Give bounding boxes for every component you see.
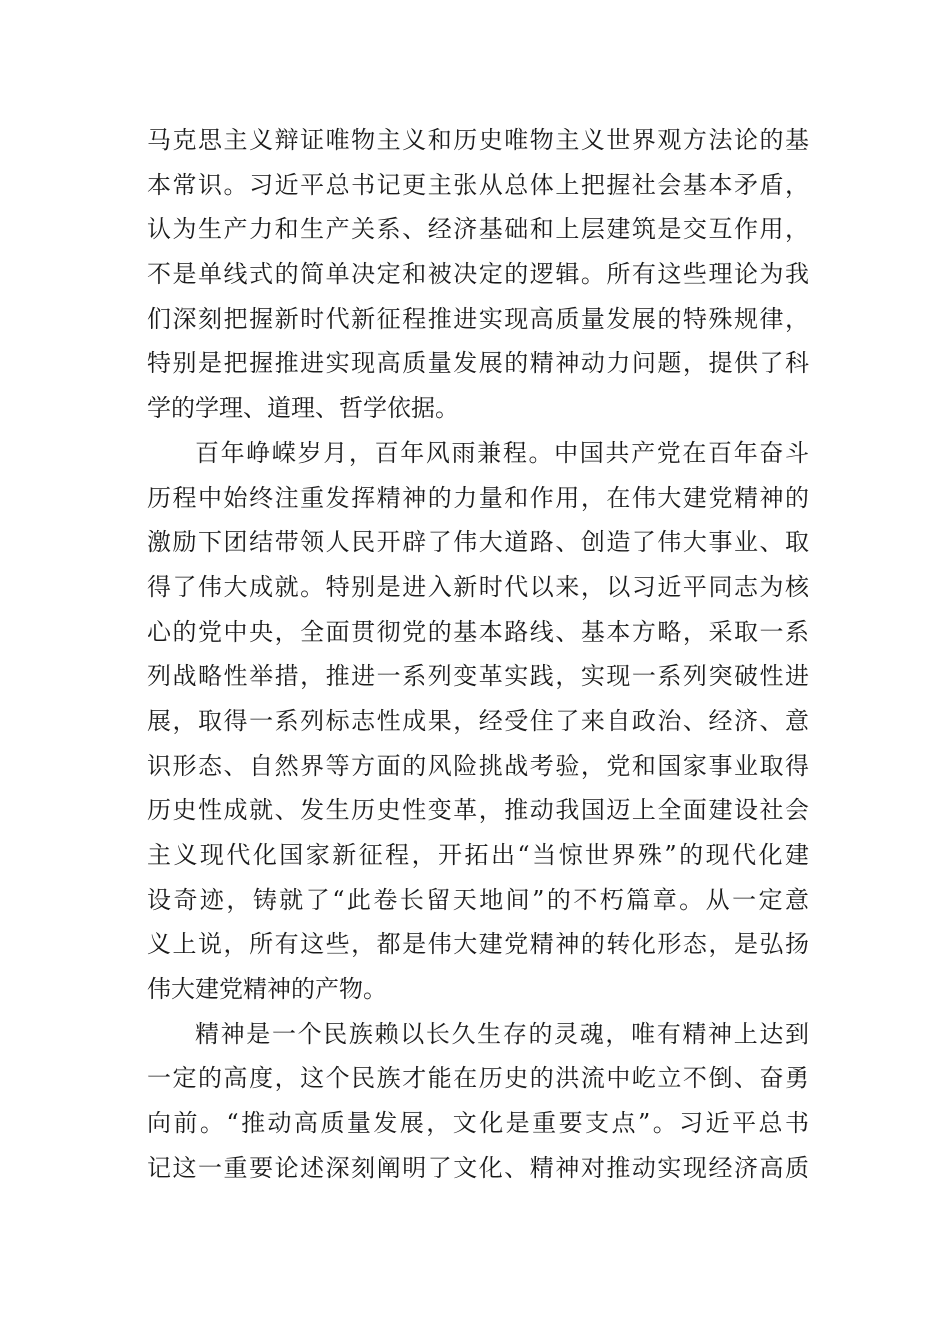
text-line: 展，取得一系列标志性成果，经受住了来自政治、经济、意	[147, 706, 809, 735]
text-line: 记这一重要论述深刻阐明了文化、精神对推动实现经济高质	[147, 1153, 809, 1182]
text-line: 马克思主义辩证唯物主义和历史唯物主义世界观方法论的基	[147, 126, 809, 154]
text-line: 历程中始终注重发挥精神的力量和作用，在伟大建党精神的	[147, 483, 809, 512]
text-line: 不是单线式的简单决定和被决定的逻辑。所有这些理论为我	[147, 260, 809, 289]
text-line: 心的党中央，全面贯彻党的基本路线、基本方略，采取一系	[147, 617, 809, 646]
text-line: 得了伟大成就。特别是进入新时代以来，以习近平同志为核	[147, 572, 809, 601]
text-line: 主义现代化国家新征程，开拓出“当惊世界殊”的现代化建	[147, 841, 809, 869]
body-text	[147, 118, 809, 1191]
text-line: 识形态、自然界等方面的风险挑战考验，党和国家事业取得	[147, 751, 809, 780]
text-line: 向前。“推动高质量发展，文化是重要支点”。习近平总书	[147, 1109, 809, 1138]
text-line: 一定的高度，这个民族才能在历史的洪流中屹立不倒、奋勇	[147, 1064, 809, 1093]
text-line: 激励下团结带领人民开辟了伟大道路、创造了伟大事业、取	[147, 528, 809, 557]
text-line: 本常识。习近平总书记更主张从总体上把握社会基本矛盾，	[147, 170, 809, 199]
text-line: 认为生产力和生产关系、经济基础和上层建筑是交互作用，	[147, 215, 809, 244]
text-line: 义上说，所有这些，都是伟大建党精神的转化形态，是弘扬	[147, 930, 809, 959]
text-line: 们深刻把握新时代新征程推进实现高质量发展的特殊规律，	[147, 304, 809, 333]
text-line: 特别是把握推进实现高质量发展的精神动力问题，提供了科	[147, 349, 809, 378]
text-line: 列战略性举措，推进一系列变革实践，实现一系列突破性进	[147, 662, 809, 691]
text-line: 学的学理、道理、哲学依据。	[147, 394, 459, 423]
text-line: 伟大建党精神的产物。	[147, 975, 387, 1004]
text-line: 精神是一个民族赖以长久生存的灵魂，唯有精神上达到	[195, 1019, 809, 1048]
text-line: 历史性成就、发生历史性变革，推动我国迈上全面建设社会	[147, 796, 809, 825]
text-line: 设奇迹，铸就了“此卷长留天地间”的不朽篇章。从一定意	[147, 885, 809, 914]
text-line: 百年峥嵘岁月，百年风雨兼程。中国共产党在百年奋斗	[195, 438, 809, 467]
